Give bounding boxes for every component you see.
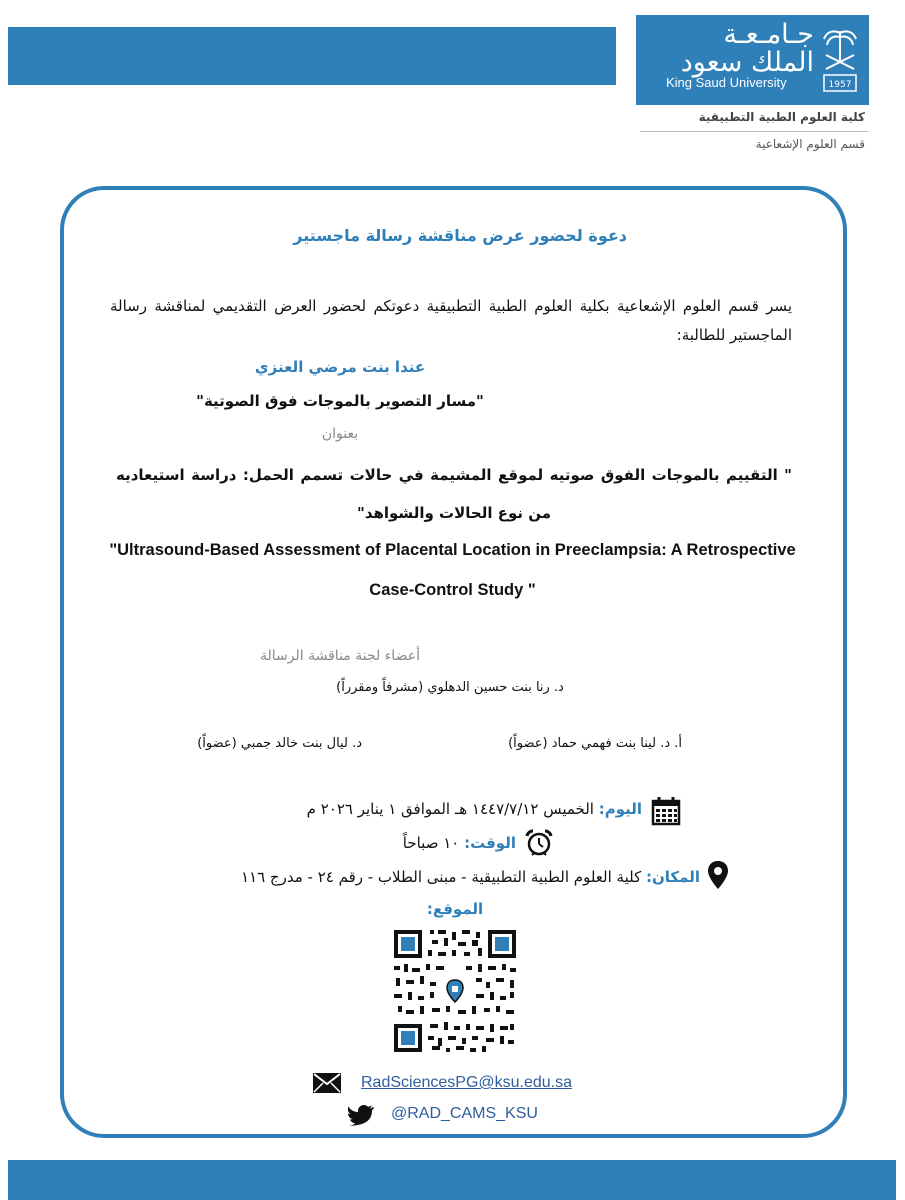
place-label: المكان: <box>646 868 700 886</box>
university-name-ar: جـامـعـة الملك سعود <box>680 19 814 78</box>
header-divider <box>640 131 868 132</box>
thesis-title-arabic: " التقييم بالموجات الفوق صوتيه لموقع المشيمة في حالات تسمم الحمل: دراسة استيعاديه من نوع الحالات والشواهد" <box>116 466 792 522</box>
day-label: اليوم: <box>598 800 642 818</box>
committee-title: أعضاء لجنة مناقشة الرسالة <box>260 648 420 664</box>
contact-email-link[interactable]: RadSciencesPG@ksu.edu.sa <box>361 1074 573 1091</box>
student-name: عندا بنت مرضي العنزي <box>254 358 426 376</box>
email-icon <box>312 1072 342 1094</box>
alarm-clock-icon <box>524 828 554 858</box>
thesis-title-english: "Ultrasound-Based Assessment of Placental Location in Preeclampsia: A Retrospective Case-Control Study " <box>109 541 796 599</box>
calendar-icon <box>651 796 681 826</box>
event-day <box>272 800 642 818</box>
twitter-bird-icon <box>348 1104 374 1126</box>
invitation-title: دعوة لحضور عرض مناقشة رسالة ماجستير <box>293 226 627 245</box>
place-value: كلية العلوم الطبية التطبيقية - مبنى الطلاب - رقم ٢٤ - مدرج ١١٦ <box>240 868 646 886</box>
invitation-intro: يسر قسم العلوم الإشعاعية بكلية العلوم الطبية التطبيقية دعوتكم لحضور العرض التقديمي لمناقشة رسالة الماجستير للطالبة: <box>110 297 792 344</box>
program-track: "مسار التصوير بالموجات فوق الصوتية" <box>196 392 484 410</box>
committee-member: أ. د. لينا بنت فهمي حماد (عضواً) <box>508 736 682 751</box>
committee-member-supervisor: د. رنا بنت حسين الدهلوي (مشرفاً ومقرراً) <box>336 680 564 695</box>
location-pin-icon <box>706 860 730 890</box>
event-place <box>214 868 700 886</box>
event-time <box>360 834 516 852</box>
time-label: الوقت: <box>464 834 516 852</box>
department-name: قسم العلوم الإشعاعية <box>755 137 865 151</box>
university-name-en: King Saud University <box>666 75 787 90</box>
location-qr-code[interactable] <box>390 926 520 1056</box>
committee-member: د. ليال بنت خالد جمبي (عضواً) <box>197 736 362 751</box>
day-value: الخميس ١٤٤٧/٧/١٢ هـ الموافق ١ يناير ٢٠٢٦ م <box>306 800 599 818</box>
twitter-handle-link[interactable]: @RAD_CAMS_KSU <box>391 1105 538 1122</box>
university-logo <box>636 15 869 105</box>
time-value: ١٠ صباحاً <box>402 834 465 852</box>
bottom-banner-bar <box>8 1160 896 1200</box>
college-name: كلية العلوم الطبية التطبيقية <box>698 110 865 124</box>
palm-swords-emblem-icon <box>818 25 862 97</box>
location-label: الموقع: <box>426 900 484 918</box>
thesis-title-label: بعنوان <box>321 426 359 442</box>
founded-year: 1957 <box>828 80 852 90</box>
top-banner-bar <box>8 27 616 85</box>
